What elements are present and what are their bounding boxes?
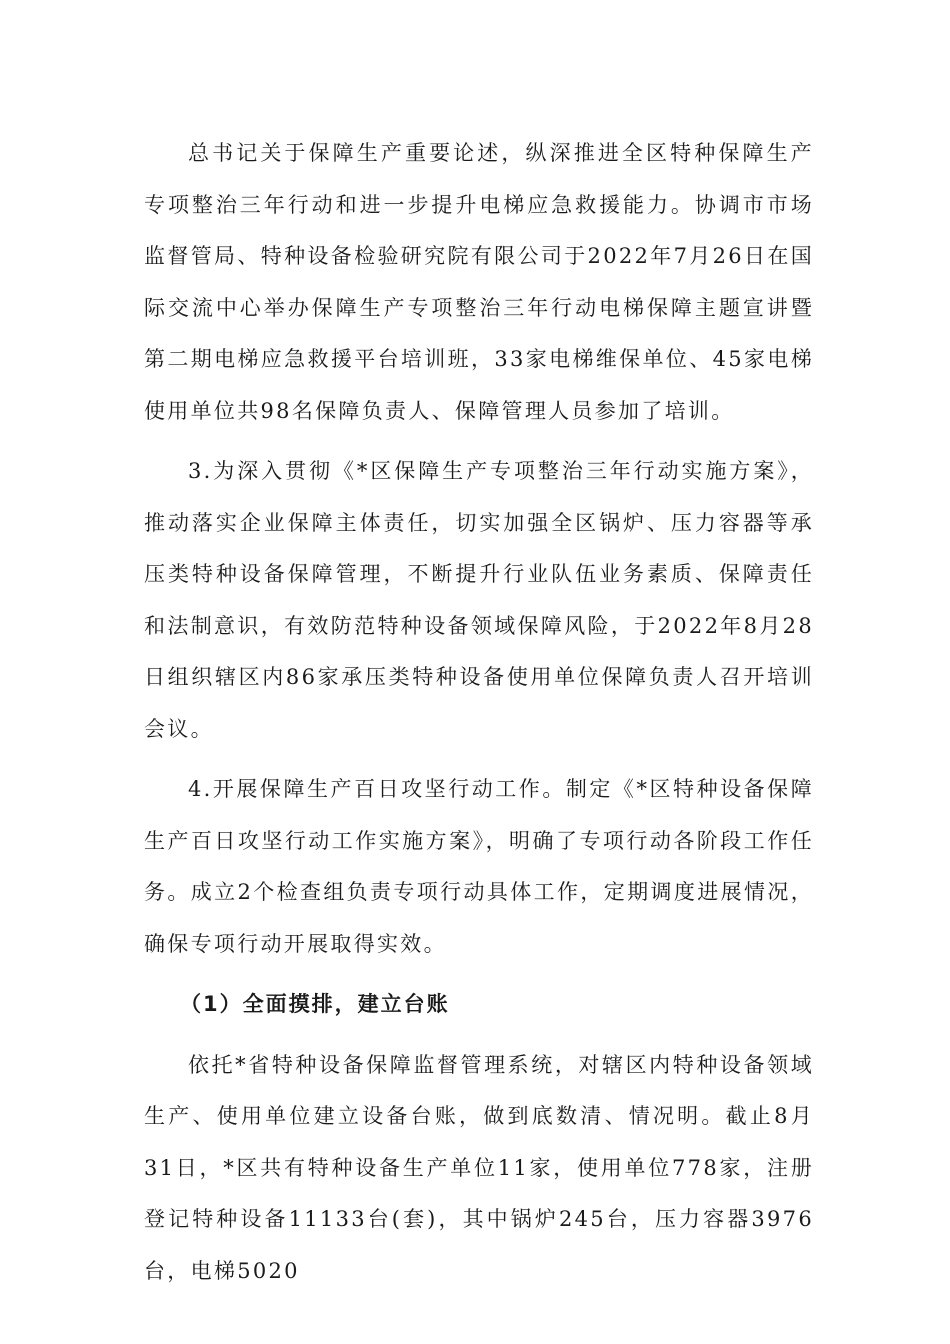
section-heading: （1）全面摸排，建立台账 xyxy=(180,992,450,1016)
paragraph-ledger: 依托*省特种设备保障监督管理系统，对辖区内特种设备领域生产、使用单位建立设备台账，做到底数清、情况明。截止8月31日，*区共有特种设备生产单位11家，使用单位778家，注册登记特种设备11133台(套)，其中锅炉245台，压力容器3976台，电梯5020 xyxy=(144,1052,814,1283)
document-body xyxy=(144,128,814,1306)
paragraph-item-4: 4.开展保障生产百日攻坚行动工作。制定《*区特种设备保障生产百日攻坚行动工作实施方案》，明确了专项行动各阶段工作任务。成立2个检查组负责专项行动具体工作，定期调度进展情况，确保专项行动开展取得实效。 xyxy=(144,777,814,956)
paragraph-item-3: 3.为深入贯彻《*区保障生产专项整治三年行动实施方案》，推动落实企业保障主体责任，切实加强全区锅炉、压力容器等承压类特种设备保障管理，不断提升行业队伍业务素质、保障责任和法制意识，有效防范特种设备领域保障风险，于2022年8月28日组织辖区内86家承压类特种设备使用单位保障负责人召开培训会议。 xyxy=(144,459,814,741)
paragraph-elevator-training: 总书记关于保障生产重要论述，纵深推进全区特种保障生产专项整治三年行动和进一步提升电梯应急救援能力。协调市市场监督管局、特种设备检验研究院有限公司于2022年7月26日在国际交流中心举办保障生产专项整治三年行动电梯保障主题宣讲暨第二期电梯应急救援平台培训班，33家电梯维保单位、45家电梯使用单位共98名保障负责人、保障管理人员参加了培训。 xyxy=(144,141,814,423)
